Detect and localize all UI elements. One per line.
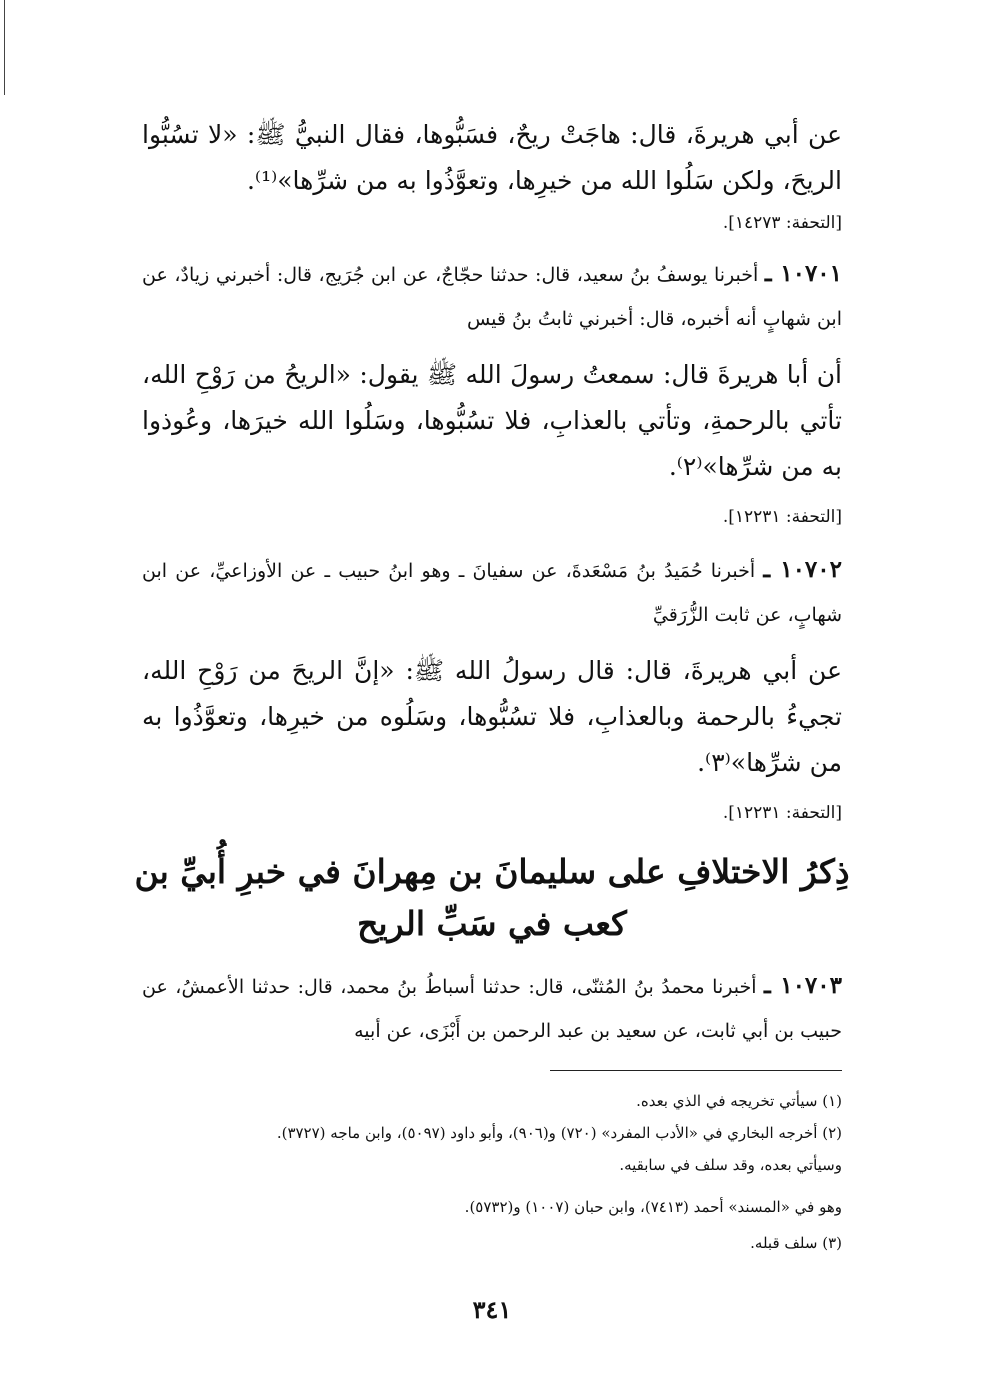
footnote-3: (٣) سلف قبله. <box>750 1234 842 1252</box>
hadith-1701 <box>142 252 842 341</box>
tuhfa-reference-2: [التحفة: ١٢٢٣١]. <box>722 507 842 527</box>
section-heading: ذِكرُ الاختلافِ على سليمانَ بن مِهرانَ في خبرِ أُبيِّ بن كعب في سَبِّ الريح <box>134 852 850 943</box>
tuhfa-reference-3: [التحفة: ١٢٢٣١]. <box>722 803 842 823</box>
footnote-2-source: وهو في «المسند» أحمد (٧٤١٣)، وابن حبان (١٠٠٧) و(٥٧٣٢). <box>464 1198 842 1216</box>
hadith-number: ١٠٧٠١ ـ <box>764 260 843 287</box>
footnote-1: (١) سيأتي تخريجه في الذي بعده. <box>636 1092 842 1110</box>
hadith-text-3: عن أبي هريرةَ، قال: قال رسولُ الله ﷺ: «إنَّ الريحَ من رَوْحِ الله، تجيءُ بالرحمة وبالعذابِ، فلا تسُبُّوها، وسَلُوه من خيرِها، وتعوَّذُوا به من شرِّها»⁽٣⁾. <box>142 656 842 777</box>
hadith-1703 <box>142 964 842 1053</box>
hadith-number: ١٠٧٠٣ ـ <box>764 972 842 999</box>
page-binding-edge <box>4 0 5 95</box>
hadith-text-1: عن أبي هريرةَ، قال: هاجَتْ ريحٌ، فسَبُّوها، فقال النبيُّ ﷺ: «لا تسُبُّوا الريحَ، ولكن سَلُوا الله من خيرِها، وتعوَّذُوا به من شرِّها»⁽¹⁾. <box>142 120 842 195</box>
hadith-text-2: أن أبا هريرةَ قال: سمعتُ رسولَ الله ﷺ يقول: «الريحُ من رَوْحِ الله، تأتي بالرحمةِ، وتأتي بالعذابِ، فلا تسُبُّوها، وسَلُوا الله خيرَها، وعُوذوا به من شرِّها»⁽٢⁾. <box>142 360 842 481</box>
footnote-2-continued: وسيأتي بعده، وقد سلف في سابقيه. <box>619 1156 842 1174</box>
isnad-text: أخبرنا محمدُ بنُ المُثنّى، قال: حدثنا أسباطُ بنُ محمد، قال: حدثنا الأعمشُ، عن حبيب بن أبي ثابت، عن سعيد بن عبد الرحمن بن أَبْزَى، عن أبيه <box>142 976 842 1042</box>
hadith-1702 <box>142 548 842 637</box>
footnote-2: (٢) أخرجه البخاري في «الأدب المفرد» (٧٢٠) و(٩٠٦)، وأبو داود (٥٠٩٧)، وابن ماجه (٣٧٢٧). <box>276 1124 842 1142</box>
footnote-separator <box>550 1070 842 1071</box>
page-number: ٣٤١ <box>472 1295 512 1324</box>
hadith-number: ١٠٧٠٢ ـ <box>763 556 842 583</box>
isnad-text: أخبرنا يوسفُ بنُ سعيد، قال: حدثنا حجّاجٌ، عن ابن جُرَيج، قال: أخبرني زيادٌ، عن ابن شهابٍ أنه أخبره، قال: أخبرني ثابتُ بنُ قيس <box>142 264 842 330</box>
tuhfa-reference-1: [التحفة: ١٤٢٧٣]. <box>722 213 842 233</box>
isnad-text: أخبرنا حُمَيدُ بنُ مَسْعَدةَ، عن سفيانَ ـ وهو ابنُ حبيب ـ عن الأوزاعيِّ، عن ابن شهابٍ، عن ثابت الزُّرَقيِّ <box>142 560 842 626</box>
